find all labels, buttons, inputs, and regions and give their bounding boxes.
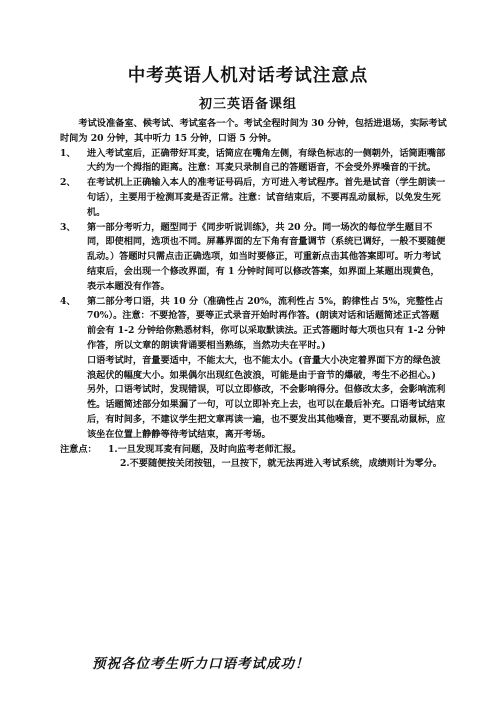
item4-continuation-corrections: 另外，口语考试时，发现错误，可以立即修改，不会影响得分。但修改太多，会影响流利性。话题简述部分如果漏了一句，可以立即补充上去，也可以在最后补充。口语考试结束后，有时间多，不建议学生把文章再读一遍，也不要发出其他噪音，更不要乱动鼠标，应该坐在位置上静静等待考试结束，离开考场。: [87, 384, 446, 440]
list-item-text: 第二部分考口语，共 10 分（准确性占 20%，流利性占 5%，韵律性占 5%，完整性占 70%）。注意：不要抢答，要等正式录音开始时再作答。(朗读对话和话题简述正式答题前会有 1-2 分钟给你熟悉材料，你可以采取默读法。正式答题时每大项也只有 1-2 分钟作答，所以文章的朗读背诵要相当熟练，当然功夫在平时。): [87, 295, 446, 351]
document-body: [60, 117, 448, 472]
notes-block: [60, 443, 448, 458]
note-item-1: 1.一旦发现耳麦有问题，及时向监考老师汇报。: [108, 443, 302, 455]
list-item-number: 3、: [60, 221, 76, 233]
document-title: 中考英语人机对话考试注意点: [127, 66, 369, 86]
list-item-1: [60, 147, 448, 177]
closing-line: 预祝各位考生听力口语考试成功！: [92, 656, 310, 672]
list-item-number: 1、: [60, 147, 76, 159]
item4-continuation-volume: 口语考试时，音量要适中，不能太大，也不能太小。(音量大小决定着界面下方的绿色波浪起伏的幅度大小。如果偶尔出现红色波浪，可能是由于音节的爆破，考生不必担心。): [87, 354, 441, 381]
document-subtitle: 初三英语备课组: [198, 97, 297, 112]
list-item-text: 在考试机上正确输入本人的准考证号码后，方可进入考试程序。首先是试音（学生朗读一句话），主要用于检测耳麦是否正常。注意：试音结束后，不要再乱动鼠标，以免发生死机。: [87, 177, 446, 218]
list-item-number: 4、: [60, 295, 76, 307]
intro-paragraph: 考试设准备室、候考试、考试室各一个。考试全程时间为 30 分钟，包括进退场，实际考试时间为 20 分钟，其中听力 15 分钟，口语 5 分钟。: [60, 118, 447, 144]
list-item-4: [60, 295, 448, 354]
notes-label: 注意点：: [60, 443, 97, 455]
list-item-3: [60, 221, 448, 295]
list-item-text: 进入考试室后，正确带好耳麦，话筒应在嘴角左侧，有绿色标志的一侧朝外，话筒距嘴部大约为一个拇指的距离。注意：耳麦只录制自己的答题语音，不会受外界噪音的干扰。: [87, 147, 446, 174]
list-item-number: 2、: [60, 177, 76, 189]
list-item-2: [60, 176, 448, 220]
list-item-text: 第一部分考听力，题型同于《同步听说训练》，共 20 分。同一场次的每位学生题目不同，即使相同，选项也不同。屏幕界面的左下角有音量调节（系统已调好，一般不要随便乱动。）答题时只需点击正确选项，如当时要修正，可重新点击其他答案即可。听力考试结束后，会出现一个修改界面，有 1 分钟时间可以修改答案，如界面上某题出现黄色，表示本题没有作答。: [87, 221, 446, 292]
note-item-2: 2.不要随便按关闭按钮，一旦按下，就无法再进入考试系统，成绩则计为零分。: [120, 458, 442, 470]
